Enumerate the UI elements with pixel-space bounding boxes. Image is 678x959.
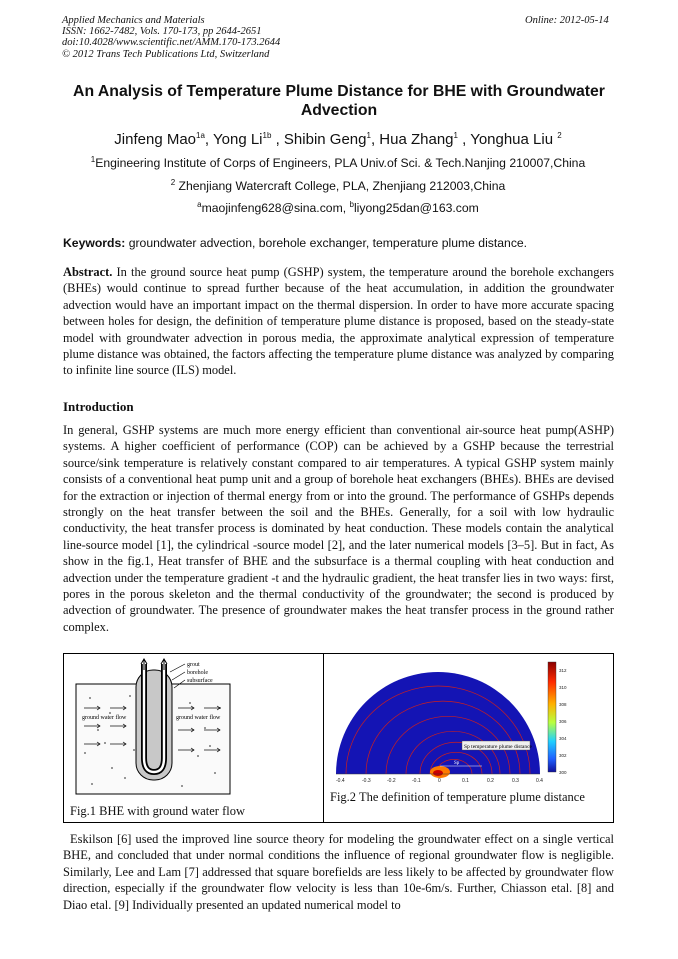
flow-label-left: ground water flow xyxy=(82,715,127,721)
x-tick-labels xyxy=(336,778,543,784)
journal-name: Applied Mechanics and Materials xyxy=(62,15,205,26)
affiliation-text: Engineering Institute of Corps of Engineers, PLA Univ.of Sci. & Tech.Nanjing 210007,China xyxy=(95,156,586,170)
email-sup: a xyxy=(197,199,202,209)
x-tick: -0.3 xyxy=(362,778,371,784)
abstract-label: Abstract. xyxy=(63,265,113,279)
x-tick: 0.2 xyxy=(487,778,494,784)
x-tick: 0.4 xyxy=(536,778,543,784)
copyright: © 2012 Trans Tech Publications Ltd, Switzerland xyxy=(62,48,270,60)
x-tick: -0.2 xyxy=(387,778,396,784)
author-sup: 2 xyxy=(557,131,562,140)
keywords xyxy=(63,236,527,250)
doi: doi:10.4028/www.scientific.net/AMM.170-173.2644 xyxy=(62,37,281,49)
borehole-label: borehole xyxy=(187,670,208,676)
figure-1-diagram xyxy=(70,658,318,798)
sp-label: Sp xyxy=(454,761,460,766)
affiliation-text: Zhenjiang Watercraft College, PLA, Zhenjiang 212003,China xyxy=(178,179,506,193)
email-b: liyong25dan@163.com xyxy=(353,201,479,215)
subsurface-label: subsurface xyxy=(187,678,213,684)
colorbar-tick: 310 xyxy=(559,685,567,690)
paragraph-text: Eskilson [6] used the improved line source theory for modeling the groundwater effect on a single vertical BHE, and concluded that under normal conditions the influence of regional groundwater flow is negligible. Similarly, Lee and Lam [7] addressed that square borefields are less likely to be affected by groundwater flow direction, especially if the groundwater flow velocity is less than 10e-6m/s. Further, Chiasson etal. [8] and Diao etal. [9] Individually presented an updated numerical model to xyxy=(63,832,614,912)
abstract xyxy=(63,264,614,379)
figure-2-caption: Fig.2 The definition of temperature plume distance xyxy=(330,790,585,804)
author-name: Yong Li xyxy=(213,131,263,148)
online-date: Online: 2012-05-14 xyxy=(525,15,609,26)
author-name: Yonghua Liu xyxy=(470,131,554,148)
colorbar-tick: 308 xyxy=(559,702,567,707)
author-sup: 1a xyxy=(196,131,205,140)
colorbar xyxy=(548,662,556,772)
colorbar-tick: 312 xyxy=(559,668,567,673)
x-tick: -0.4 xyxy=(336,778,345,784)
figure-1-caption: Fig.1 BHE with ground water flow xyxy=(70,804,245,818)
author-name: Shibin Geng xyxy=(283,131,367,148)
x-tick: -0.1 xyxy=(412,778,421,784)
author-sup: 1b xyxy=(262,131,272,140)
affiliation-2 xyxy=(62,179,614,193)
email-sup: b xyxy=(349,199,354,209)
journal-header xyxy=(62,15,280,60)
table-divider xyxy=(323,654,324,822)
plume-annotation: Sp temperature plume distance xyxy=(464,744,532,750)
colorbar-tick: 300 xyxy=(559,770,567,775)
affiliation-sup: 2 xyxy=(170,177,176,187)
keywords-label: Keywords: xyxy=(63,236,126,250)
issn: ISSN: 1662-7482, Vols. 170-173, pp 2644-2651 xyxy=(62,26,262,38)
keywords-text: groundwater advection, borehole exchanger, temperature plume distance. xyxy=(125,236,528,250)
figure-table xyxy=(63,653,614,823)
author-sup: 1 xyxy=(366,131,371,140)
affiliation-1 xyxy=(62,156,614,170)
leader-line xyxy=(170,664,185,672)
abstract-text: In the ground source heat pump (GSHP) system, the temperature around the borehole exchangers (BHEs) would continue to spread further because of the heat accumulation, in addition the groundwater advection would have an important impact on the thermal dispersion. In order to have more accurate spacing between holes for design, the definition of temperature plume distance is proposed, based on the steady-state model with groundwater advection in porous media, the approximate analytical expression of temperature plume distance was obtained, the factors affecting the temperature plume distance was analyzed by comparing to infinite line source (ILS) model. xyxy=(63,265,614,378)
author-name: Hua Zhang xyxy=(379,131,454,148)
x-tick: 0 xyxy=(438,778,441,784)
colorbar-tick: 302 xyxy=(559,753,567,758)
intro-paragraph-2 xyxy=(63,831,614,913)
hot-core xyxy=(433,770,443,776)
author-name: Jinfeng Mao xyxy=(114,131,197,148)
x-tick: 0.1 xyxy=(462,778,469,784)
author-sup: 1 xyxy=(453,131,458,140)
x-tick: 0.3 xyxy=(512,778,519,784)
colorbar-tick: 306 xyxy=(559,719,567,724)
affiliation-sup: 1 xyxy=(90,154,96,164)
author-list: Jinfeng Mao$^{1a}$, Yong $Li^{1b}$ , Shibin Geng$^1$, Hua Zhang$^1$ , Yonghua Liu $^2$ xyxy=(114,131,562,148)
email-line xyxy=(62,201,614,215)
section-heading: Introduction xyxy=(63,399,134,414)
leader-line xyxy=(172,672,185,680)
email-a: maojinfeng628@sina.com, xyxy=(201,201,350,215)
intro-paragraph-1: In general, GSHP systems are much more energy efficient than conventional air-source heat pump(ASHP) systems. A higher coefficient of performance (COP) can be achieved by a GSHP because the terrestrial source/sink temperature is relatively constant compared to air temperatures. A typical GSHP system mainly consists of a conventional heat pump unit and a group of borehole heat exchangers (BHEs). BHEs are devised for the extraction or injection of thermal energy from or into the ground. The performance of GSHPs depends strongly on the heat transfer between the soil and the BHEs. Generally, for a soil with low hydraulic conductivity, the heat transfer process is dominated by heat conduction. These models contain the analytical line-source model [1], the cylindrical -source model [2], and the later numerical models [3–5]. But in fact, As show in the fig.1, Heat transfer of BHE and the subsurface is a thermal coupling with heat conduction and advection under the temperature gradient -t and the hydraulic gradient, the heat transfer lies in two ways: first, pores in the porous skeleton and the thermal conductivity of the groundwater; the second is produced by advection of groundwater. The presence of groundwater makes the heat transfer process in the ground rather complex. xyxy=(63,423,614,634)
paper-title: An Analysis of Temperature Plume Distance for BHE with Groundwater Advection xyxy=(73,83,605,119)
colorbar-tick: 304 xyxy=(559,736,567,741)
grout-label: grout xyxy=(187,662,200,668)
figure-2-plot xyxy=(330,658,608,786)
flow-label-right: ground water flow xyxy=(176,715,221,721)
